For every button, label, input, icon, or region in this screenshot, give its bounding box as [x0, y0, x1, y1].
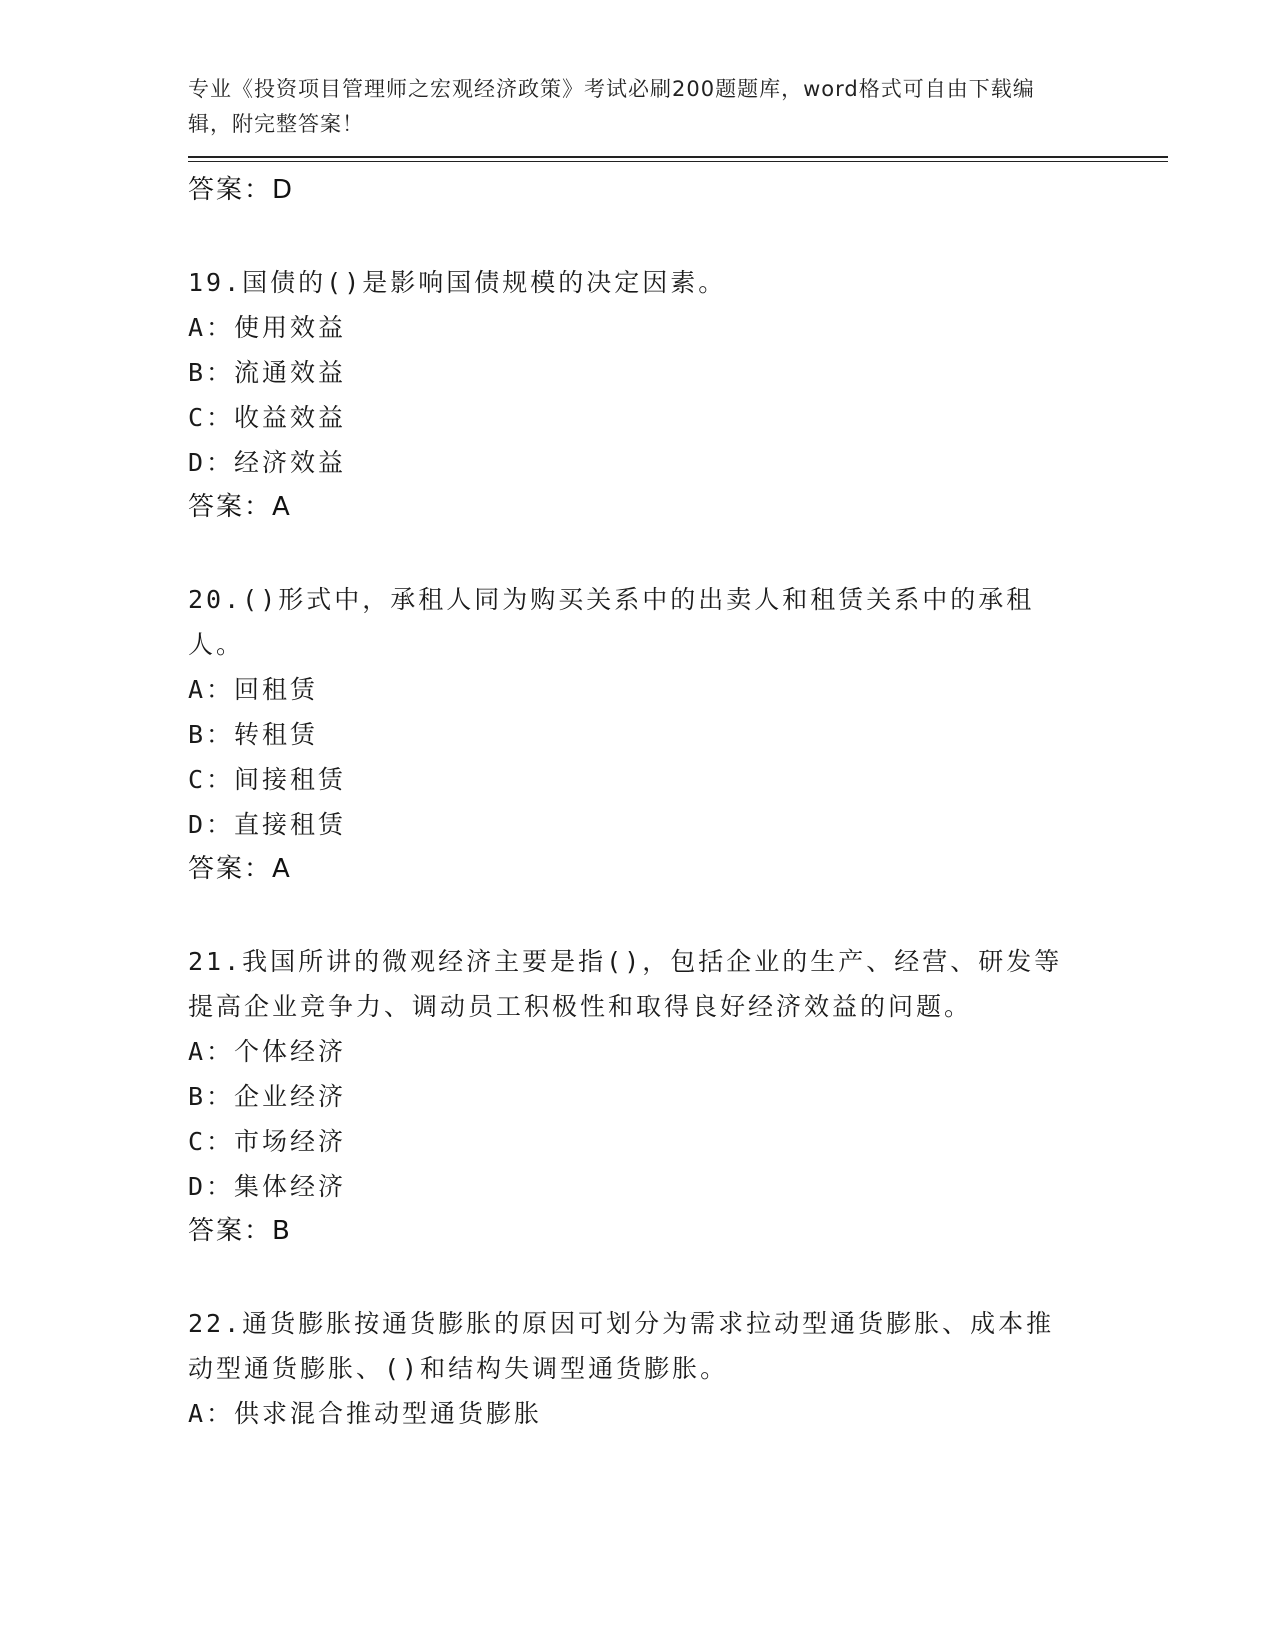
option-d: D：直接租赁	[188, 810, 347, 839]
option-c: C：间接租赁	[188, 765, 347, 794]
document-header: 专业《投资项目管理师之宏观经济政策》考试必刷200题题库，word格式可自由下载编辑，附完整答案！	[188, 77, 1035, 136]
answer-line: 答案：A	[188, 492, 292, 522]
option-a: A：个体经济	[188, 1037, 347, 1066]
answer-line: 答案：A	[188, 854, 292, 884]
option-c: C：市场经济	[188, 1127, 347, 1156]
option-a: A：使用效益	[188, 313, 347, 342]
option-d: D：集体经济	[188, 1172, 347, 1201]
option-b: B：企业经济	[188, 1082, 347, 1111]
question-text: 20.()形式中，承租人同为购买关系中的出卖人和租赁关系中的承租人。	[188, 585, 1035, 659]
question-text: 19.国债的()是影响国债规模的决定因素。	[188, 268, 727, 297]
option-b: B：流通效益	[188, 358, 347, 387]
answer-line: 答案：D	[188, 175, 295, 205]
option-d: D：经济效益	[188, 448, 347, 477]
document-page	[188, 72, 1168, 1436]
option-a: A：供求混合推动型通货膨胀	[188, 1399, 543, 1428]
question-block	[188, 577, 1168, 891]
option-a: A：回租赁	[188, 675, 319, 704]
option-b: B：转租赁	[188, 720, 319, 749]
question-text: 21.我国所讲的微观经济主要是指()，包括企业的生产、经营、研发等提高企业竞争力、调动员工积极性和取得良好经济效益的问题。	[188, 947, 1063, 1021]
option-c: C：收益效益	[188, 403, 347, 432]
question-text: 22.通货膨胀按通货膨胀的原因可划分为需求拉动型通货膨胀、成本推动型通货膨胀、()和结构失调型通货膨胀。	[188, 1309, 1055, 1383]
answer-line: 答案：B	[188, 1216, 292, 1246]
header-divider	[188, 156, 1168, 162]
question-block	[188, 260, 1168, 529]
question-block	[188, 1301, 1168, 1436]
question-block	[188, 939, 1168, 1253]
